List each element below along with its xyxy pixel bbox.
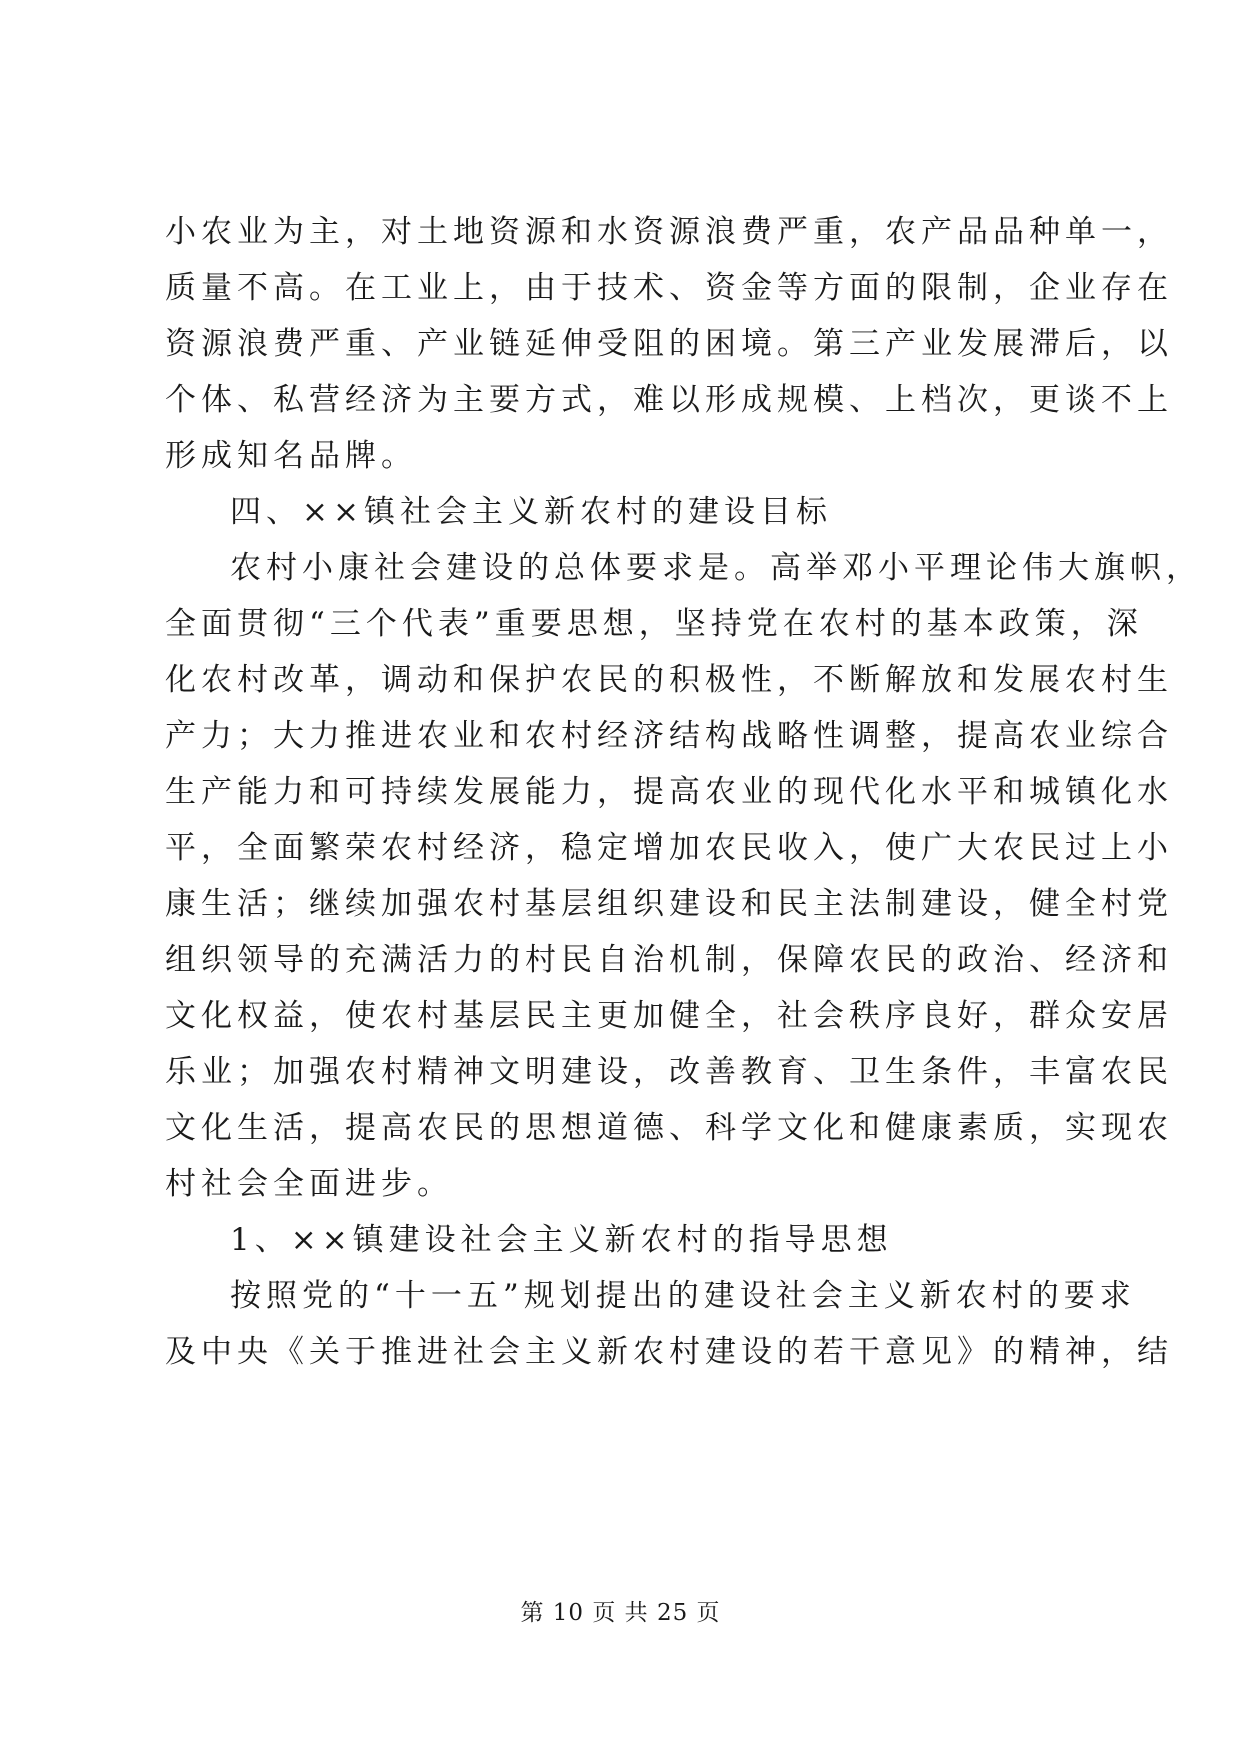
body-text-line: 生产能力和可持续发展能力，提高农业的现代化水平和城镇化水 (165, 774, 1173, 810)
body-text-line: 化农村改革，调动和保护农民的积极性，不断解放和发展农村生 (165, 662, 1173, 698)
body-text-line: 个体、私营经济为主要方式，难以形成规模、上档次，更谈不上 (165, 382, 1173, 418)
body-text-line: 组织领导的充满活力的村民自治机制，保障农民的政治、经济和 (165, 942, 1173, 978)
body-text-line: 产力；大力推进农业和农村经济结构战略性调整，提高农业综合 (165, 718, 1173, 754)
body-text-line: 全面贯彻“三个代表”重要思想，坚持党在农村的基本政策，深 (165, 606, 1143, 642)
body-text-line: 康生活；继续加强农村基层组织建设和民主法制建设，健全村党 (165, 886, 1173, 922)
body-text-line: 乐业；加强农村精神文明建设，改善教育、卫生条件，丰富农民 (165, 1054, 1173, 1090)
body-text-line: 平，全面繁荣农村经济，稳定增加农民收入，使广大农民过上小 (165, 830, 1173, 866)
body-text-line: 资源浪费严重、产业链延伸受阻的困境。第三产业发展滞后，以 (165, 326, 1173, 362)
body-text-line: 文化生活，提高农民的思想道德、科学文化和健康素质，实现农 (165, 1110, 1173, 1146)
body-text-line: 小农业为主，对土地资源和水资源浪费严重，农产品品种单一， (165, 214, 1173, 250)
body-text-line: 农村小康社会建设的总体要求是。高举邓小平理论伟大旗帜， (230, 550, 1202, 586)
page-footer: 第 10 页 共 25 页 (520, 1600, 721, 1626)
body-text-line: 文化权益，使农村基层民主更加健全，社会秩序良好，群众安居 (165, 998, 1173, 1034)
body-text-line: 按照党的“十一五”规划提出的建设社会主义新农村的要求 (230, 1278, 1136, 1314)
body-text-line: 质量不高。在工业上，由于技术、资金等方面的限制，企业存在 (165, 270, 1173, 306)
body-text-line: 及中央《关于推进社会主义新农村建设的若干意见》的精神，结 (165, 1334, 1173, 1370)
subsection-heading: 1、××镇建设社会主义新农村的指导思想 (230, 1222, 893, 1258)
section-heading: 四、××镇社会主义新农村的建设目标 (230, 494, 832, 530)
body-text-line: 村社会全面进步。 (165, 1166, 453, 1202)
body-text-line: 形成知名品牌。 (165, 438, 417, 474)
